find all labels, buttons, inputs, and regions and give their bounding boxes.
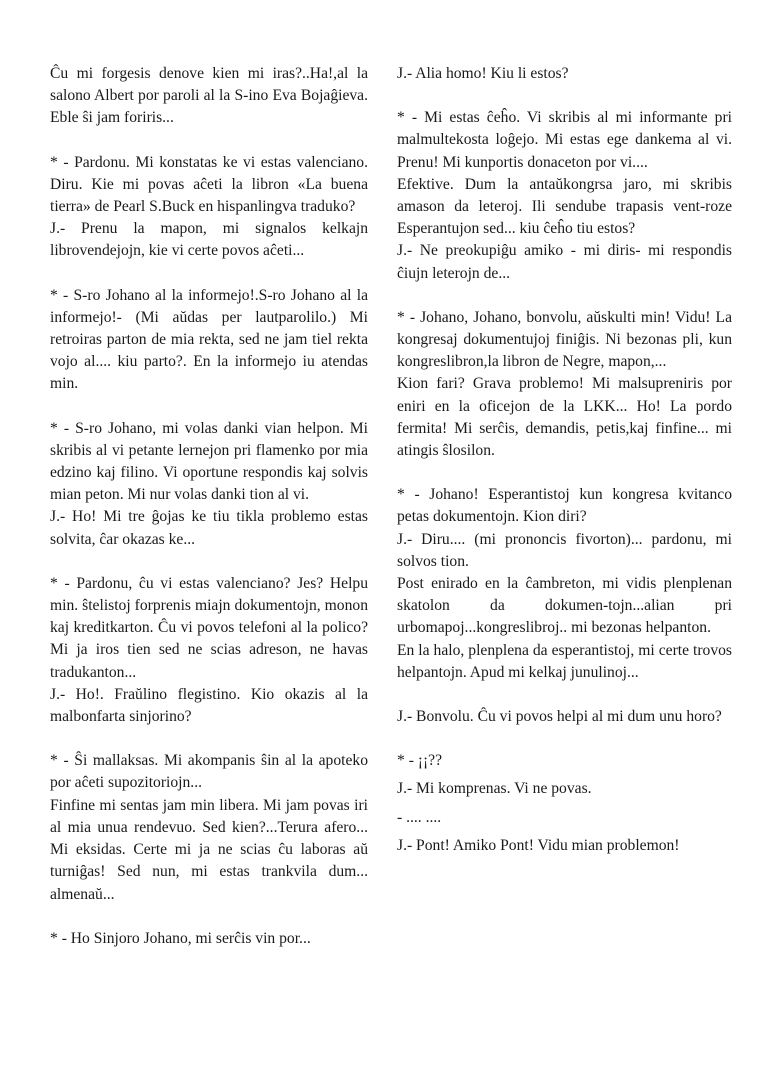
paragraph: Ĉu mi forgesis denove kien mi iras?..Ha!,al la salono Albert por paroli al la S-ino Eva Bojaĝieva. Eble ŝi jam foriris... — [50, 65, 368, 127]
paragraph: J.- Alia homo! Kiu li estos? — [397, 65, 569, 82]
paragraph: * - ¡¡?? — [397, 752, 443, 770]
paragraph: J.- Bonvolu. Ĉu vi povos helpi al mi dum unu horo? — [397, 708, 722, 726]
left-text-column — [50, 63, 368, 972]
paragraph: * - S-ro Johano al la informejo!.S-ro Johano al la informejo!- (Mi aŭdas per lautparolilo.) Mi retroiras parton de mia rekta, sed ne jam tiel rekta vojo al.... kiu parto?. En la informejo iu atendas min. — [50, 286, 368, 393]
paragraph: * - Ŝi mallaksas. Mi akompanis ŝin al la apoteko por aĉeti supozitoriojn... Finfine mi sentas jam min libera. Mi jam povas iri al mia unua rendevuo. Sed kien?...Terura afero... Mi eksidas. Certe mi ja ne scias ĉu laboras aŭ turniĝas! Sed nun, mi estas trankvila dum... almenaŭ... — [50, 752, 368, 903]
paragraph: * - Mi estas ĉeĥo. Vi skribis al mi informante pri malmultekosta loĝejo. Mi estas ege dankema al vi. Prenu! Mi kunportis donaceton por vi.... Efektive. Dum la antaŭkongrsa jaro, mi skribis amason da leteroj. Ili sendube trapasis vent-roze Esperantujon sed... kiu ĉeĥo tiu estos? J.- Ne preokupiĝu amiko - mi diris- mi respondis ĉiujn leterojn de... — [397, 109, 732, 282]
paragraph: - .... .... — [397, 808, 442, 826]
paragraph: J.- Pont! Amiko Pont! Vidu mian problemon! — [397, 836, 680, 854]
right-text-column — [397, 63, 732, 879]
paragraph: * - Johano, Johano, bonvolu, aŭskulti min! Vidu! La kongresaj dokumentujoj finiĝis. Ni bezonas pli, kun kongreslibron,la libron de Negre, mapon,... Kion fari? Grava problemo! Mi malsupreniris por eniri en la oficejon de la LKK... Ho! La pordo fermita! Mi serĉis, demandis, petis,kaj finfine... mi atingis ŝlosilon. — [397, 308, 732, 460]
paragraph: J.- Mi komprenas. Vi ne povas. — [397, 780, 592, 798]
paragraph: * - Ho Sinjoro Johano, mi serĉis vin por... — [50, 929, 311, 947]
paragraph: * - Pardonu, ĉu vi estas valenciano? Jes? Helpu min. ŝtelistoj forprenis miajn dokumentojn, monon kaj kreditkarton. Ĉu vi povos telefoni al la polico? Mi ja iros tien sed ne scias adreson, ne havas tradukanton... J.- Ho!. Fraŭlino flegistino. Kio okazis al la malbonfarta sinjorino? — [50, 574, 368, 726]
paragraph: * - Johano! Esperantistoj kun kongresa kvitanco petas dokumentojn. Kion diri? J.- Diru.... (mi prononcis fivorton)... pardonu, mi solvos tion. Post enirado en la ĉambreton, mi vidis plenplenan skatolon da dokumen-tojn...alian pri urbomapoj...kongreslibroj.. mi bezonas helpanton. En la halo, plenplena da esperantistoj, mi certe trovos helpantojn. Apud mi kelkaj junulinoj... — [397, 486, 732, 681]
paragraph: * - S-ro Johano, mi volas danki vian helpon. Mi skribis al vi petante lernejon pri flamenko por mia edzino kaj filino. Vi oportune respondis kaj solvis mian peton. Mi nur volas danki tion al vi. J.- Ho! Mi tre ĝojas ke tiu tikla problemo estas solvita, ĉar okazas ke... — [50, 419, 368, 548]
paragraph: * - Pardonu. Mi konstatas ke vi estas valenciano. Diru. Kie mi povas aĉeti la libron «La buena tierra» de Pearl S.Buck en hispanlingva traduko? J.- Prenu la mapon, mi signalos kelkajn librovendejojn, kie vi certe povos aĉeti... — [50, 153, 368, 260]
